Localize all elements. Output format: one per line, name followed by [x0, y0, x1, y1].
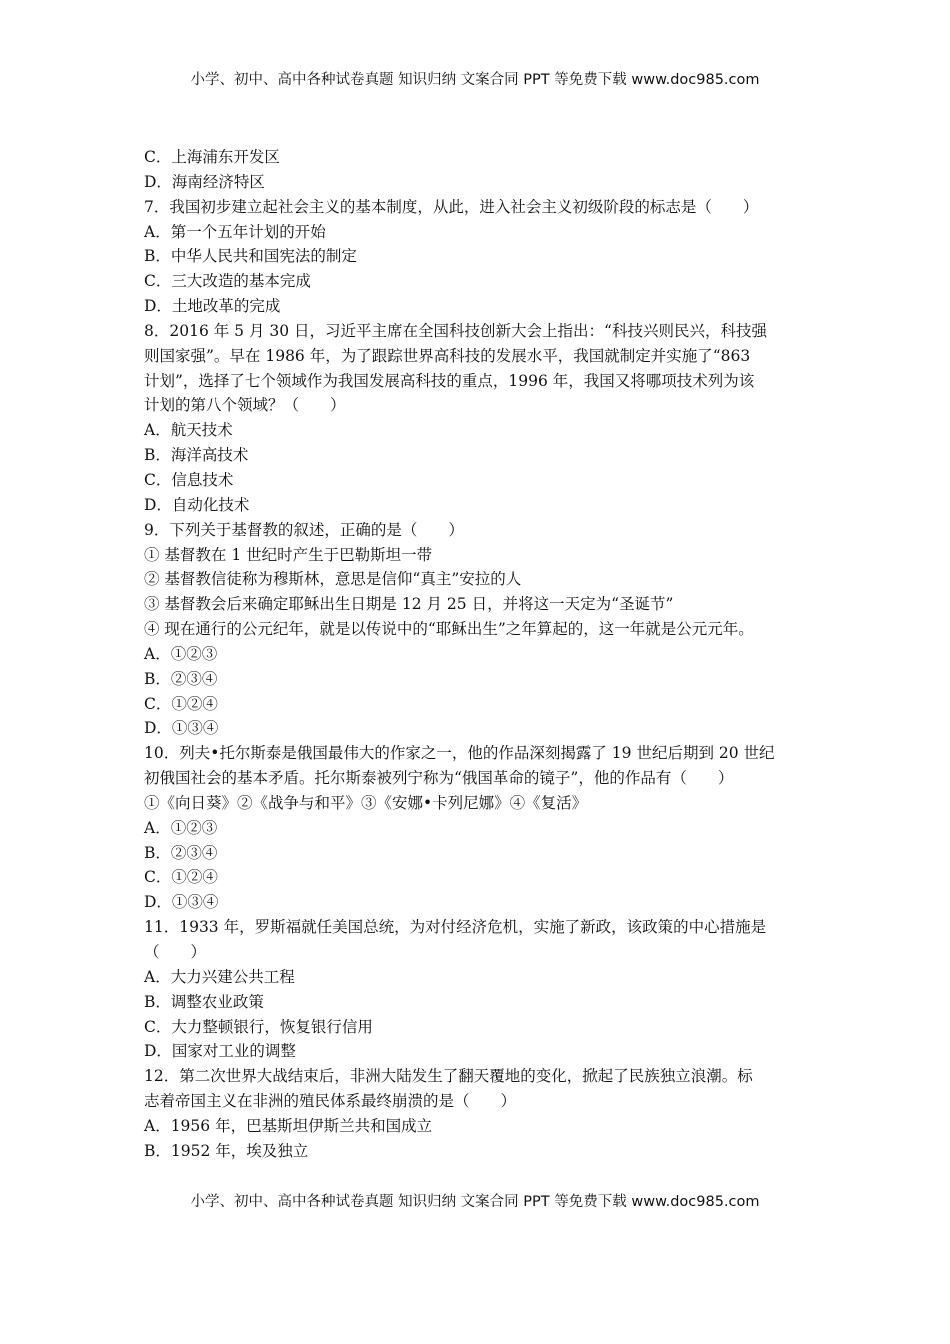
text-line: D．海南经济特区	[144, 172, 265, 191]
text-line: B．海洋高技术	[144, 446, 249, 465]
text-line: ① 基督教在 1 世纪时产生于巴勒斯坦一带	[144, 545, 433, 564]
text-line: D．自动化技术	[144, 495, 250, 514]
text-line: B．②③④	[144, 669, 218, 688]
text-line: 10．列夫•托尔斯泰是俄国最伟大的作家之一，他的作品深刻揭露了 19 世纪后期到 20 世纪	[144, 744, 775, 763]
text-line: 9．下列关于基督教的叙述，正确的是（ ）	[144, 520, 464, 539]
text-line: D．①③④	[144, 893, 219, 912]
text-line: B．调整农业政策	[144, 992, 264, 1011]
text-line: A．大力兴建公共工程	[144, 967, 295, 986]
text-line: 初俄国社会的基本矛盾。托尔斯泰被列宁称为“俄国革命的镜子”，他的作品有（ ）	[144, 769, 734, 788]
text-line: C．信息技术	[144, 470, 234, 489]
text-line: D．①③④	[144, 719, 219, 738]
text-line: 则国家强”。早在 1986 年，为了跟踪世界高科技的发展水平，我国就制定并实施了“863	[144, 346, 751, 365]
text-line: D．土地改革的完成	[144, 297, 281, 316]
text-line: ①《向日葵》②《战争与和平》③《安娜•卡列尼娜》④《复活》	[144, 793, 588, 812]
text-line: D．国家对工业的调整	[144, 1042, 296, 1061]
text-line: ③ 基督教会后来确定耶稣出生日期是 12 月 25 日，并将这一天定为“圣诞节”	[144, 595, 674, 614]
text-line: 8．2016 年 5 月 30 日，习近平主席在全国科技创新大会上指出：“科技兴则民兴，科技强	[144, 321, 767, 340]
text-line: A．①②③	[144, 818, 218, 837]
text-line: （ ）	[144, 943, 207, 961]
text-line: 志着帝国主义在非洲的殖民体系最终崩溃的是（ ）	[144, 1092, 517, 1111]
text-line: 11．1933 年，罗斯福就任美国总统，为对付经济危机，实施了新政，该政策的中心措施是	[144, 918, 767, 937]
text-line: C．①②④	[144, 694, 218, 713]
text-line: ④ 现在通行的公元纪年，就是以传说中的“耶稣出生”之年算起的，这一年就是公元元年。	[144, 620, 754, 639]
text-line: B．1952 年，埃及独立	[144, 1141, 309, 1160]
text-line: ② 基督教信徒称为穆斯林，意思是信仰“真主”安拉的人	[144, 570, 522, 589]
text-line: B．中华人民共和国宪法的制定	[144, 247, 357, 266]
text-line: C．三大改造的基本完成	[144, 272, 311, 291]
text-line: 7．我国初步建立起社会主义的基本制度，从此，进入社会主义初级阶段的标志是（ ）	[144, 197, 759, 216]
text-line: 计划的第八个领域？（ ）	[144, 396, 346, 415]
text-line: C．上海浦东开发区	[144, 148, 280, 166]
text-line: 12．第二次世界大战结束后，非洲大陆发生了翻天覆地的变化，掀起了民族独立浪潮。标	[144, 1067, 753, 1086]
text-line: 计划”，选择了七个领域作为我国发展高科技的重点，1996 年，我国又将哪项技术列为该	[144, 371, 755, 390]
document-body	[144, 145, 808, 1164]
text-line: A．第一个五年计划的开始	[144, 222, 326, 241]
page-footer: 小学、初中、高中各种试卷真题 知识归纳 文案合同 PPT 等免费下载 www.doc985.com	[190, 1194, 760, 1210]
text-line: A．1956 年，巴基斯坦伊斯兰共和国成立	[144, 1116, 433, 1135]
text-line: B．②③④	[144, 843, 218, 862]
text-line: A．①②③	[144, 644, 218, 663]
text-line: C．①②④	[144, 868, 218, 887]
text-line: C．大力整顿银行，恢复银行信用	[144, 1017, 373, 1036]
text-line: A．航天技术	[144, 421, 233, 440]
page-header: 小学、初中、高中各种试卷真题 知识归纳 文案合同 PPT 等免费下载 www.doc985.com	[190, 72, 760, 88]
